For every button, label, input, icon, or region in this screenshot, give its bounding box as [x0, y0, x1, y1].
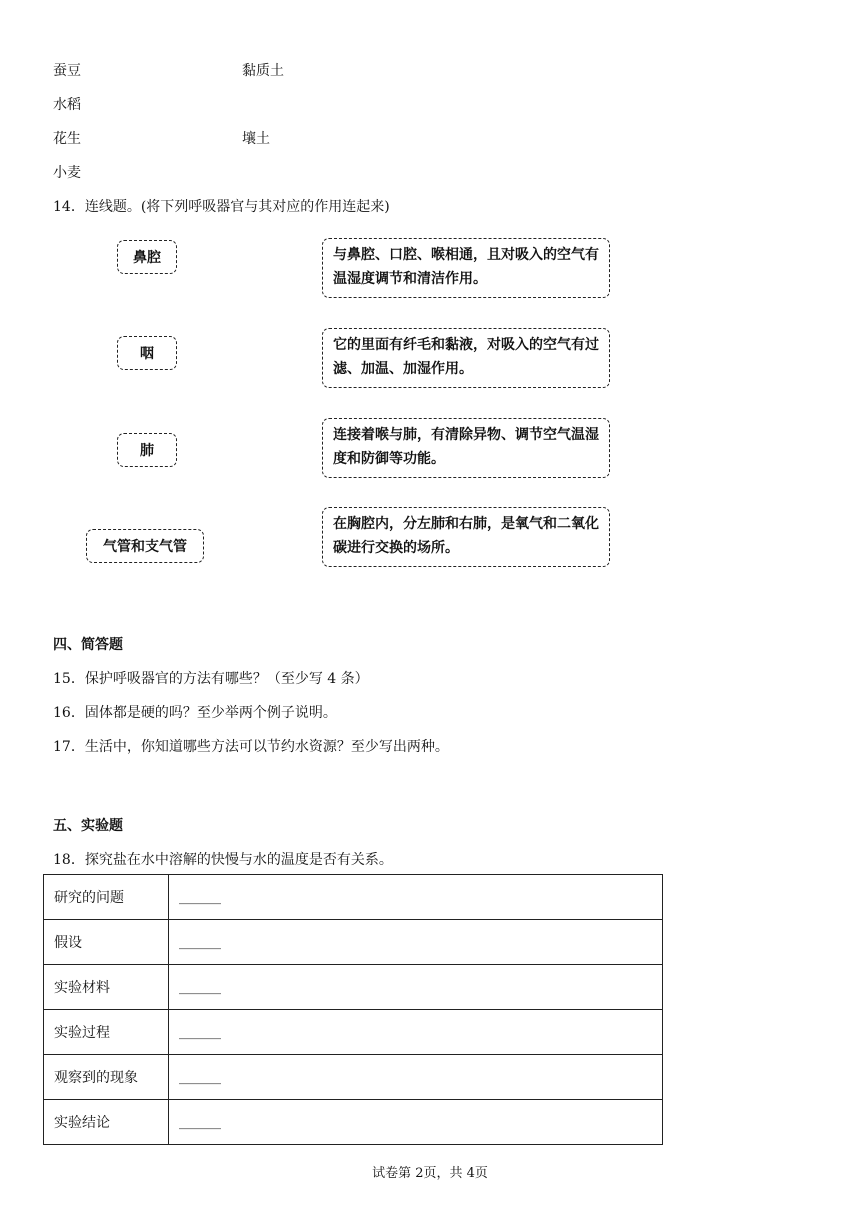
answer-cell[interactable]: [169, 1010, 663, 1055]
row-label: 实验过程: [44, 1010, 169, 1055]
table-row: [44, 875, 663, 920]
row-label: 实验结论: [44, 1100, 169, 1145]
row-label: 观察到的现象: [44, 1055, 169, 1100]
word-left-2: 水稻: [53, 97, 81, 113]
word-left-3: 花生: [53, 131, 81, 147]
question-18: 18．探究盐在水中溶解的快慢与水的温度是否有关系。: [53, 852, 393, 868]
page-footer: 试卷第 2页，共 4页: [372, 1166, 488, 1181]
table-row: [44, 1055, 663, 1100]
answer-blank[interactable]: ______: [179, 979, 221, 995]
function-box-4[interactable]: 在胸腔内，分左肺和右肺，是氧气和二氧化碳进行交换的场所。: [322, 507, 610, 567]
answer-cell[interactable]: [169, 1100, 663, 1145]
answer-cell[interactable]: [169, 965, 663, 1010]
organ-box-trachea[interactable]: 气管和支气管: [86, 529, 204, 563]
row-label: 研究的问题: [44, 875, 169, 920]
word-left-4: 小麦: [53, 165, 81, 181]
answer-blank[interactable]: ______: [179, 1069, 221, 1085]
table-row: [44, 1100, 663, 1145]
answer-cell[interactable]: [169, 920, 663, 965]
function-box-3[interactable]: 连接着喉与肺，有清除异物、调节空气温湿度和防御等功能。: [322, 418, 610, 478]
section-5-title: 五、实验题: [53, 818, 123, 834]
row-label: 假设: [44, 920, 169, 965]
answer-blank[interactable]: ______: [179, 934, 221, 950]
word-right-2: 壤土: [242, 131, 270, 147]
word-right-1: 黏质土: [242, 63, 284, 79]
question-17: 17．生活中，你知道哪些方法可以节约水资源？至少写出两种。: [53, 739, 449, 755]
table-row: [44, 1010, 663, 1055]
word-left-1: 蚕豆: [53, 63, 81, 79]
question-16: 16．固体都是硬的吗？至少举两个例子说明。: [53, 705, 337, 721]
answer-blank[interactable]: ______: [179, 889, 221, 905]
section-4-title: 四、简答题: [53, 637, 123, 653]
row-label: 实验材料: [44, 965, 169, 1010]
answer-blank[interactable]: ______: [179, 1024, 221, 1040]
question-14: 14．连线题。(将下列呼吸器官与其对应的作用连起来): [53, 199, 390, 215]
organ-box-pharynx[interactable]: 咽: [117, 336, 177, 370]
table-row: [44, 965, 663, 1010]
function-box-1[interactable]: 与鼻腔、口腔、喉相通，且对吸入的空气有温湿度调节和清洁作用。: [322, 238, 610, 298]
answer-blank[interactable]: ______: [179, 1114, 221, 1130]
answer-cell[interactable]: [169, 875, 663, 920]
experiment-table: [43, 874, 663, 1145]
function-box-2[interactable]: 它的里面有纤毛和黏液，对吸入的空气有过滤、加温、加湿作用。: [322, 328, 610, 388]
question-15: 15．保护呼吸器官的方法有哪些？（至少写 4 条）: [53, 671, 369, 687]
table-row: [44, 920, 663, 965]
organ-box-lung[interactable]: 肺: [117, 433, 177, 467]
answer-cell[interactable]: [169, 1055, 663, 1100]
organ-box-nasal-cavity[interactable]: 鼻腔: [117, 240, 177, 274]
